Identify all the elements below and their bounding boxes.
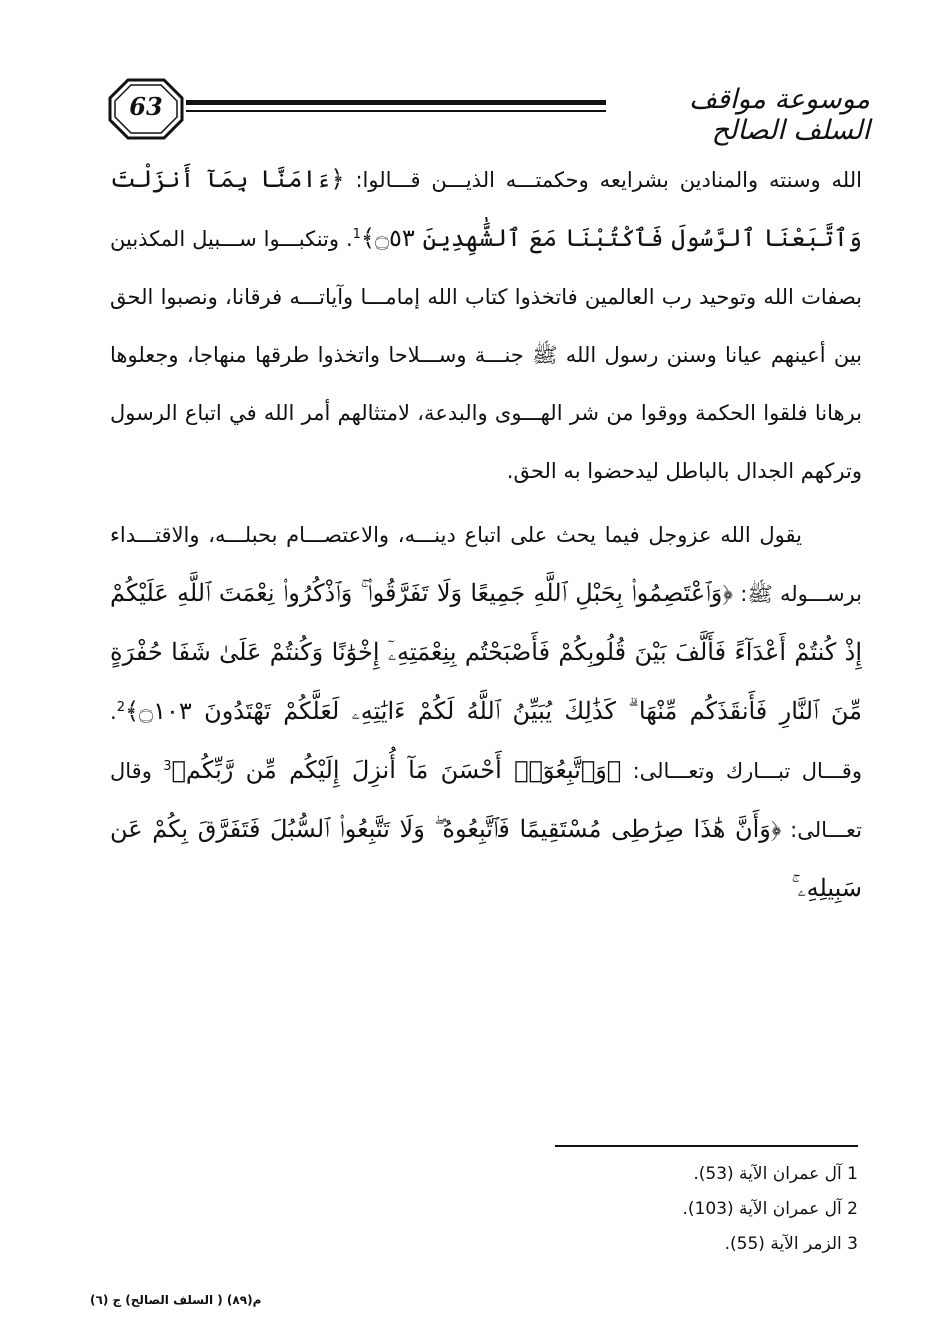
quran-verse: ﴿وَٱعْتَصِمُوا۟ بِحَبْلِ ٱللَّهِ جَمِيعًا وَلَا تَفَرَّقُوا۟ ۚ وَٱذْكُرُوا۟ نِعْمَتَ ٱللَّهِ عَلَيْكُمْ إِذْ كُنتُمْ أَعْدَآءً فَأَلَّفَ بَيْنَ قُلُوبِكُمْ فَأَصْبَحْتُم بِنِعْمَتِهِۦٓ إِخْوَٰنًا وَكُنتُمْ عَلَىٰ شَفَا حُفْرَةٍ مِّنَ ٱلنَّارِ فَأَنقَذَكُم مِّنْهَا ۗ كَذَٰلِكَ يُبَيِّنُ ٱللَّهُ لَكُمْ ءَايَٰتِهِۦ لَعَلَّكُمْ تَهْتَدُونَ ۝١٠٣﴾ [110,579,862,725]
text-run: يقول الله عزوجل فيما يحث على اتباع دينـــه، والاعتصـــام بحبلـــه، والاقتـــداء برســـوله ﷺ: [110,523,862,606]
book-title: موسوعة مواقف السلف الصالح [689,84,870,146]
footnote: 3 الزمر الآية (55). [724,1234,858,1254]
header-rule [186,100,606,105]
page-header [100,70,870,150]
paragraph [110,506,862,918]
footnotes [500,1157,858,1262]
main-text [110,150,862,918]
paragraph [110,150,862,500]
quran-verse: ﴿ءَامَنَّا بِمَآ أَنزَلْتَ وَٱتَّبَعْنَا ٱلرَّسُولَ فَٱكْتُبْنَا مَعَ ٱلشَّٰهِدِينَ ۝٥٣﴾ [110,165,862,252]
footnote: 1 آل عمران الآية (53). [693,1164,858,1184]
footnote-ref: 1 [352,227,361,242]
footnote-ref: 3 [163,759,172,774]
quran-verse: ﴿وَأَنَّ هَٰذَا صِرَٰطِى مُسْتَقِيمًا فَٱتَّبِعُوهُ ۖ وَلَا تَتَّبِعُوا۟ ٱلسُّبُلَ فَتَفَرَّقَ بِكُمْ عَن سَبِيلِهِۦ ۚ [110,815,862,902]
footnote: 2 آل عمران الآية (103). [682,1199,858,1219]
quran-verse: ﴿وَٱتَّبِعُوٓا۟ أَحْسَنَ مَآ أُنزِلَ إِلَيْكُم مِّن رَّبِّكُم﴾ [171,756,622,784]
text-run: الله وسنته والمنادين بشرايعه وحكمتـــه الذيـــن قـــالوا: [344,168,862,192]
footnote-ref: 2 [116,700,125,715]
text-run: . وقـــال تبـــارك وتعـــالى: [110,700,862,783]
header-rule-thin [186,110,606,112]
text-run: . وتنكبـــوا ســـبيل المكذبين بصفات الله وتوحيد رب العالمين فاتخذوا كتاب الله إمامـــا وآياتـــه فرقانا، ونصبوا الحق بين أعينهم عيانا وسنن رسول الله ﷺ جنـــة وســـلاحا واتخذوا طرقها منهاجا، وجعلوها برهانا فلقوا الحكمة ووقوا من شر الهـــوى والبدعة، لامتثالهم أمر الله في اتباع الرسول وتركهم الجدال بالباطل ليدحضوا به الحق. [110,227,862,483]
text-run: وقال تعـــالى: [110,759,862,842]
footnote-divider [555,1145,858,1147]
page-number-badge [108,78,184,140]
page-number: 63 [129,92,163,121]
signature-mark: م(٨٩) ( السلف الصالح) ج (٦) [90,1293,262,1307]
